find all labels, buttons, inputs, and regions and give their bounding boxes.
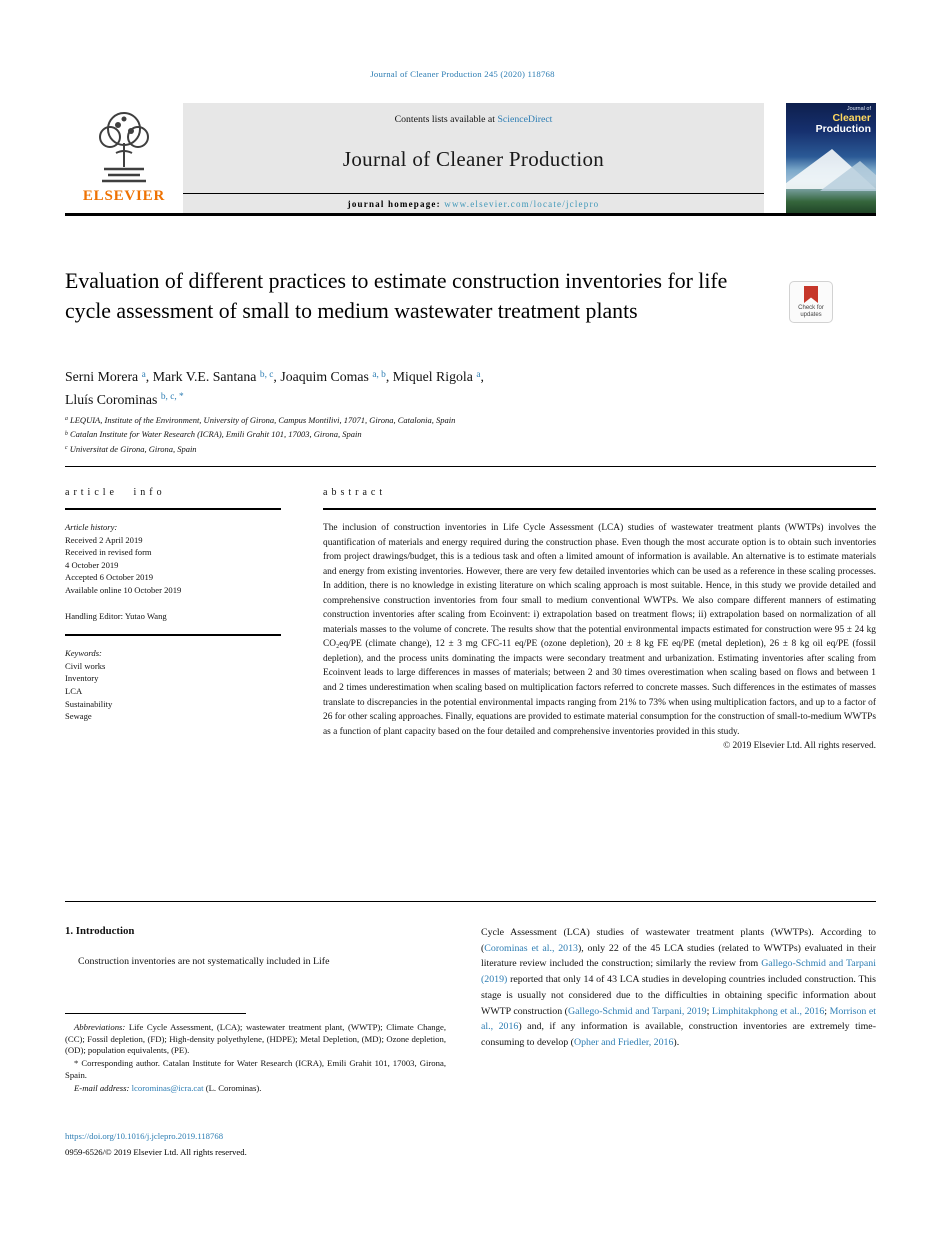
affiliation-sup: c	[65, 445, 68, 452]
crossmark-label-line2: updates	[800, 311, 822, 318]
cover-mountain-art-2	[820, 161, 876, 191]
elsevier-logo[interactable]	[65, 103, 183, 215]
section-divider	[65, 466, 876, 467]
link[interactable]: Morrison et al., 2016	[481, 1005, 876, 1033]
cover-line2: Production	[815, 122, 871, 135]
link[interactable]: b, c	[259, 369, 274, 380]
crossmark-label-line1: Check for	[798, 305, 824, 311]
author-line-2: Lluís Corominas $^{b, c, *}$	[65, 391, 184, 407]
link[interactable]: b, c, *	[160, 392, 184, 403]
history-line: Accepted 6 October 2019	[65, 572, 154, 583]
abstract-heading: abstract	[323, 487, 876, 510]
abbreviations-footnote: Abbreviations: Life Cycle Assessment, (LCA); wastewater treatment plant, (WWTP); Climate Change, (CC); Fossil depletion, (FD); High-density polyethylene, (HDPE); Metal Depletion, (MD); Ozone depletion, (OD); population equivalents, (PE).	[65, 1022, 446, 1056]
issn-copyright-line: 0959-6526/© 2019 Elsevier Ltd. All rights reserved.	[65, 1147, 247, 1157]
footnotes	[65, 1013, 446, 1094]
contents-prefix: Contents lists available at	[394, 114, 498, 125]
keyword: Sustainability	[65, 698, 113, 709]
sciencedirect-link[interactable]: ScienceDirect	[497, 114, 553, 125]
history-label: Article history:	[65, 522, 118, 532]
affiliations	[65, 414, 825, 457]
cover-line1: Cleaner	[832, 111, 871, 124]
email-footnote: E-mail address: lcorominas@icra.cat (L. Corominas).	[74, 1082, 262, 1093]
info-abstract-section	[65, 487, 876, 751]
abstract-text: The inclusion of construction inventories in Life Cycle Assessment (LCA) studies of wastewater treatment plants (WWTPs) involves the quantification of materials and energy required during the construction phase. Even though the most accurate option is to obtain such inventories from project drawings/budget, this is a tedious task and often a limited amount of information is available. An alternative is to estimate materials and energy from existing inventories. However, there are very few detailed inventories which can be used as a reference in these scaling processes. In addition, there is no knowledge in existing literature on which scaling approach is most suitable. Hence, in this study we provide detailed and comprehensive construction inventories from four small to medium conventional WWTPs. We also compare different manners of estimating construction inventories after scaling from Ecoinvent: i) extrapolation based on treatment flows; ii) extrapolation based on normalization of all materials masses to the volume of concrete. The results show that the potential environmental impacts estimated for construction were 95 ± 24 kg CO₂eq/PE (climate change), 12 ± 3 mg CFC-11 eq/PE (ozone depletion), 20 ± 8 kg FE eq/PE (metal depletion), 26 ± 8 kg oil eq/PE (fossil depletion), and the process units dominating the impacts were secondary treatment and urbanization. Estimating inventories after scaling from Ecoinvent leads to large differences in masses of materials; between 2 and 30 times overestimation when scaling based on flows and between 1 and 2 times underestimation when scaling based on multiplication factors referred to concrete masses. Such differences in the estimates of masses translate to discrepancies in the potential environmental impacts ranging from 21% to 73% when using multiplication factors, and up to a factor of 26 for other scaling approaches. Finally, equations are provided to estimate material consumption for the construction of small-to-medium WWTPs as a function of plant capacity based on the four detailed and comprehensive inventories provided in this study.	[323, 523, 876, 737]
history-line: Received in revised form	[65, 547, 152, 558]
crossmark-label	[792, 305, 830, 319]
homepage-line	[183, 193, 764, 215]
affiliation-sup: b	[65, 430, 68, 437]
link[interactable]: lcorominas@icra.cat	[131, 1082, 204, 1093]
link[interactable]: Gallego-Schmid and Tarpani (2019)	[481, 958, 876, 986]
abstract-bottom-rule	[65, 901, 876, 902]
link[interactable]: a	[476, 369, 481, 380]
journal-header	[65, 103, 876, 215]
contents-line	[183, 114, 764, 125]
intro-right-column	[481, 925, 876, 1051]
link[interactable]: Opher and Friedler, 2016	[573, 1036, 674, 1048]
affiliation-a	[65, 414, 825, 428]
cover-title	[816, 107, 871, 135]
article-title: Evaluation of different practices to estimate construction inventories for life cycle assessment of small to medium wastewater treatment plants	[65, 269, 728, 323]
link[interactable]: Corominas et al., 2013	[484, 942, 578, 954]
keyword: Civil works	[65, 660, 106, 671]
link[interactable]: a	[141, 369, 146, 380]
affiliation-c	[65, 443, 825, 457]
link[interactable]: Limphitakphong et al., 2016	[711, 1005, 825, 1017]
author-list	[65, 367, 825, 412]
section-1-heading: 1. Introduction	[65, 925, 135, 937]
homepage-url-link[interactable]: www.elsevier.com/locate/jclepro	[444, 199, 600, 209]
crossmark-icon	[804, 286, 818, 303]
keyword: Inventory	[65, 673, 99, 684]
keywords-divider	[65, 634, 281, 636]
abstract-column	[323, 487, 876, 751]
elsevier-tree-icon	[86, 105, 162, 187]
homepage-label: journal homepage:	[347, 199, 445, 209]
affiliation-sup: a	[65, 416, 68, 423]
journal-cover-thumbnail[interactable]	[786, 103, 876, 215]
keyword: LCA	[65, 685, 83, 696]
article-info-body	[65, 521, 281, 723]
keyword: Sewage	[65, 711, 92, 722]
header-rule	[65, 213, 876, 216]
corresponding-author-footnote: * Corresponding author. Catalan Institute for Water Research (ICRA), Emili Grahit 101, 17003, Girona, Spain.	[65, 1058, 446, 1080]
affiliation-b	[65, 428, 825, 442]
page-footer	[65, 1130, 565, 1158]
keywords-label: Keywords:	[65, 648, 102, 659]
journal-title: Journal of Cleaner Production	[342, 146, 605, 171]
article-info-column	[65, 487, 281, 751]
intro-paragraph-left: Construction inventories are not systematically included in Life	[78, 956, 330, 967]
author-line-1: Serni Morera $^a$, Mark V.E. Santana $^{b, c}$, Joaquim Comas $^{a, b}$, Miquel Rigola $^a$,	[65, 369, 484, 384]
journal-banner	[183, 103, 764, 215]
handling-editor: Handling Editor: Yutao Wang	[65, 610, 167, 621]
journal-reference-link[interactable]: Journal of Cleaner Production 245 (2020) 118768	[370, 69, 555, 79]
history-line: Received 2 April 2019	[65, 534, 143, 545]
footnote-rule	[65, 1013, 246, 1014]
crossmark-badge[interactable]	[789, 281, 833, 323]
intro-paragraph-right: Cycle Assessment (LCA) studies of wastewater treatment plants (WWTPs). According to (Corominas et al., 2013), only 22 of the 45 LCA studies (related to WWTPs) evaluated in their literature review included the construction; similarly the review from Gallego-Schmid and Tarpani (2019) reported that only 14 of 43 LCA studies in developing countries included construction. This stage is usually not considered due to the difficulties in obtaining specific information about WWTP construction (Gallego-Schmid and Tarpani, 2019; Limphitakphong et al., 2016; Morrison et al., 2016) and, if any information is available, construction inventories are extremely time-consuming to develop (Opher and Friedler, 2016).	[481, 927, 876, 1048]
affiliation-text: Universitat de Girona, Girona, Spain	[69, 443, 197, 454]
article-info-heading: article info	[65, 487, 281, 510]
history-line: 4 October 2019	[65, 559, 119, 570]
link[interactable]: Gallego-Schmid and Tarpani, 2019	[567, 1005, 707, 1017]
copyright-line: © 2019 Elsevier Ltd. All rights reserved.	[723, 741, 876, 752]
elsevier-wordmark: ELSEVIER	[82, 188, 166, 204]
link[interactable]: a, b	[372, 369, 386, 380]
affiliation-text: Catalan Institute for Water Research (ICRA), Emili Grahit 101, 17003, Girona, Spain	[70, 429, 362, 440]
cover-topline: Journal of	[846, 106, 871, 112]
history-line: Available online 10 October 2019	[65, 584, 182, 595]
affiliation-text: LEQUIA, Institute of the Environment, University of Girona, Campus Montilivi, 17071, Girona, Catalonia, Spain	[70, 415, 456, 425]
doi-link[interactable]: https://doi.org/10.1016/j.jclepro.2019.118768	[65, 1131, 224, 1141]
